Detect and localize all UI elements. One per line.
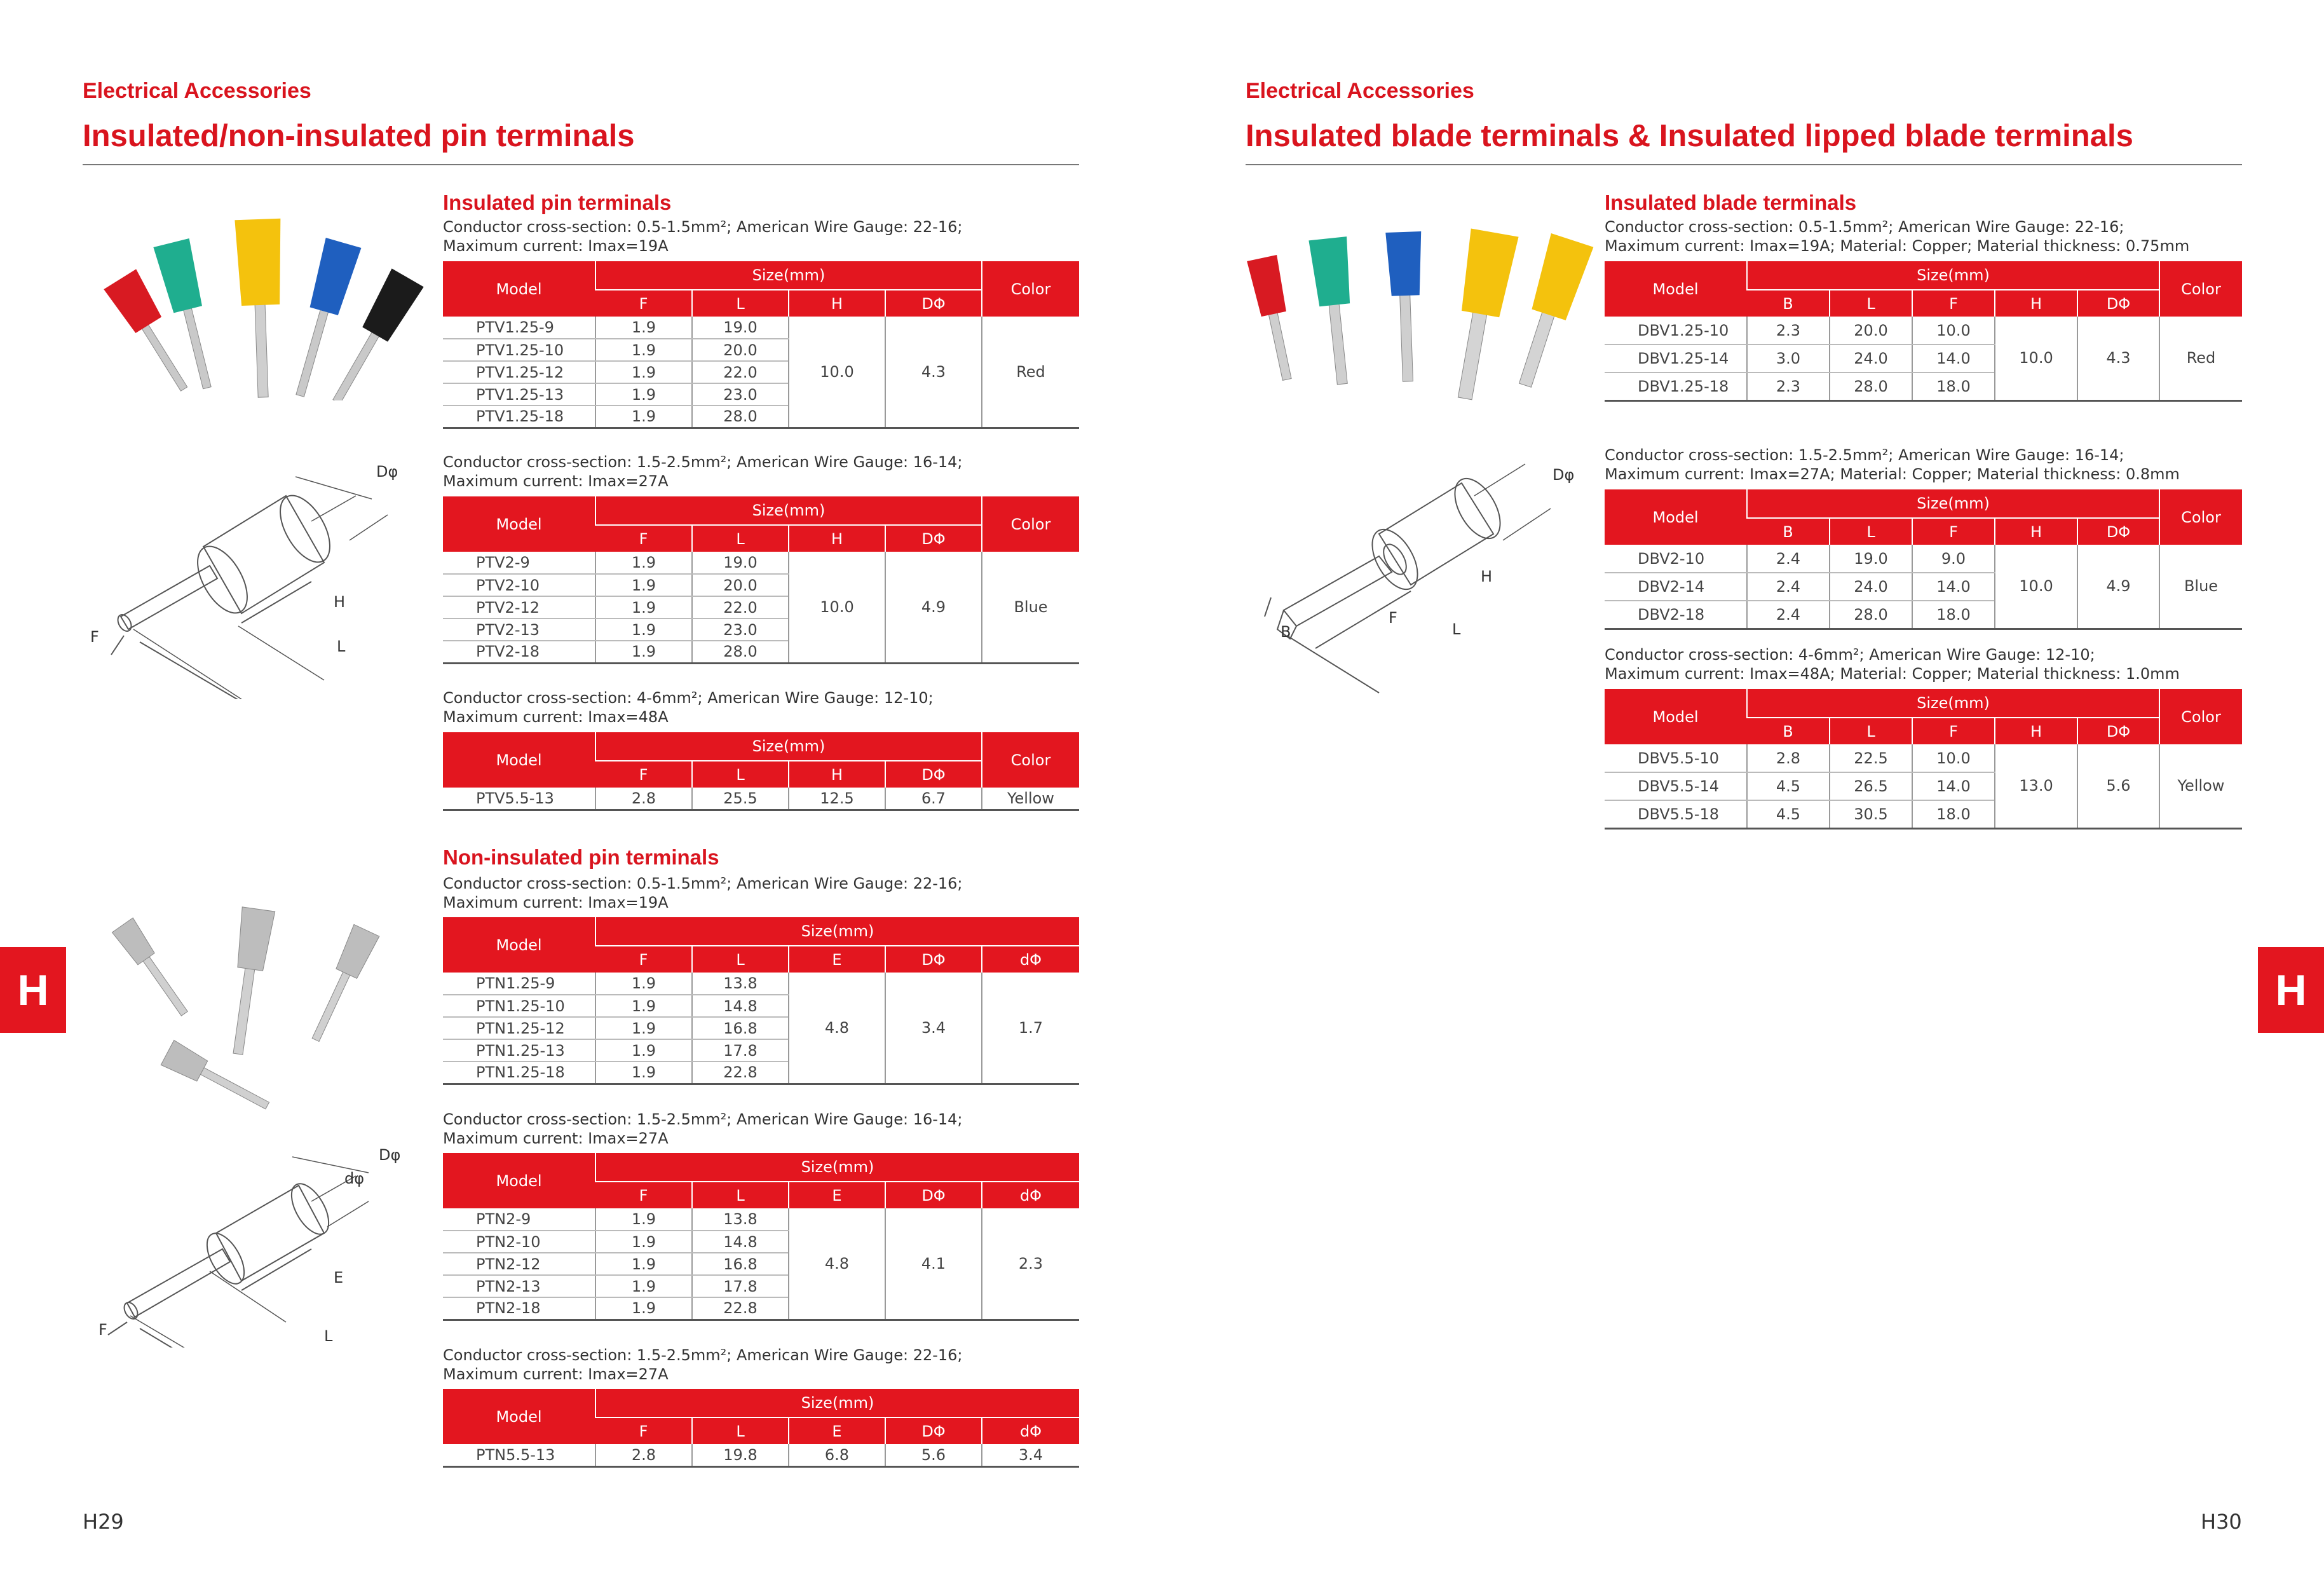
table-row: PTN1.25-18 1.9 22.8 <box>443 1062 1079 1084</box>
header-color: Color <box>982 732 1079 788</box>
noninsulated-pin-section-title: Non-insulated pin terminals <box>443 845 719 869</box>
table-row: PTN2-18 1.9 22.8 <box>443 1297 1079 1320</box>
header-model: Model <box>1605 689 1747 744</box>
table-row: PTN1.25-10 1.9 14.8 <box>443 995 1079 1017</box>
header-model: Model <box>443 732 595 788</box>
table-row: PTN2-10 1.9 14.8 <box>443 1231 1079 1253</box>
diagram1-l-label: L <box>337 638 346 655</box>
header-size: Size(mm) <box>1747 689 2159 718</box>
table-row: PTV1.25-13 1.9 23.0 <box>443 383 1079 406</box>
table-row: PTN1.25-13 1.9 17.8 <box>443 1039 1079 1062</box>
table-dbv2-description: Conductor cross-section: 1.5-2.5mm²; American Wire Gauge: 16-14; Maximum current: Imax=27A; Material: Copper; Material thickness: 0.8mm <box>1605 446 2180 483</box>
left-side-tab: H <box>0 947 66 1033</box>
left-category: Electrical Accessories <box>83 79 311 103</box>
table-ptn2: Model Size(mm) F L E DΦ dΦ PTN2-9 1.9 13.8 4.8 4.1 2.3 PTN2-10 1.9 14.8 PTN2-12 1.9 16.8 PTN2-13 1.9 17.8 PTN2-18 1.9 22.8 <box>443 1153 1079 1321</box>
header-model: Model <box>443 496 595 552</box>
insulated-pin-dimension-diagram <box>83 445 438 699</box>
diagram2-l-label: L <box>324 1327 333 1345</box>
table-ptn125-description: Conductor cross-section: 0.5-1.5mm²; American Wire Gauge: 22-16; Maximum current: Imax=19A <box>443 875 963 911</box>
diagram2-e-label: E <box>334 1269 344 1287</box>
table-ptv2: Model Size(mm) Color F L H DΦ PTV2-9 1.9 19.0 10.0 4.9 Blue PTV2-10 1.9 20.0 PTV2-12 1.9 22.0 PTV2-13 1.9 23.0 PTV2-18 1.9 28.0 <box>443 496 1079 664</box>
header-color: Color <box>2159 689 2242 744</box>
header-size: Size(mm) <box>595 1389 1079 1417</box>
left-title-divider <box>83 164 1079 165</box>
left-page-title: Insulated/non-insulated pin terminals <box>83 119 635 153</box>
header-model: Model <box>1605 489 1747 545</box>
insulated-pin-terminals-photo <box>76 203 445 400</box>
table-row: PTN2-13 1.9 17.8 <box>443 1275 1079 1297</box>
table-row: PTV5.5-13 2.8 25.5 12.5 6.7 Yellow <box>443 788 1079 810</box>
blade-diagram-b-label: B <box>1281 623 1291 641</box>
header-model: Model <box>1605 261 1747 317</box>
table-row: PTV1.25-12 1.9 22.0 <box>443 361 1079 383</box>
right-page-title: Insulated blade terminals & Insulated lipped blade terminals <box>1246 119 2133 153</box>
header-size: Size(mm) <box>1747 489 2159 518</box>
table-row: PTV1.25-10 1.9 20.0 <box>443 339 1079 361</box>
right-side-tab: H <box>2258 947 2324 1033</box>
table-row: PTN2-12 1.9 16.8 <box>443 1253 1079 1275</box>
header-color: Color <box>982 261 1079 317</box>
header-size: Size(mm) <box>595 1153 1079 1182</box>
right-category: Electrical Accessories <box>1246 79 1474 103</box>
header-model: Model <box>443 917 595 973</box>
table-row: PTV2-9 1.9 19.0 10.0 4.9 Blue <box>443 552 1079 574</box>
table-row: DBV2-14 2.4 24.0 14.0 <box>1605 573 2242 601</box>
table-row: DBV1.25-14 3.0 24.0 14.0 <box>1605 345 2242 372</box>
table-row: DBV5.5-18 4.5 30.5 18.0 <box>1605 800 2242 828</box>
header-size: Size(mm) <box>595 732 982 761</box>
table-ptn125: Model Size(mm) F L E DΦ dΦ PTN1.25-9 1.9 13.8 4.8 3.4 1.7 PTN1.25-10 1.9 14.8 PTN1.25-12 1.9 16.8 PTN1.25-13 1.9 17.8 PTN1.25-18 1.9 22.8 <box>443 917 1079 1085</box>
table-row: PTV2-13 1.9 23.0 <box>443 618 1079 641</box>
table-dbv125-description: Conductor cross-section: 0.5-1.5mm²; American Wire Gauge: 22-16; Maximum current: Imax=19A; Material: Copper; Material thickness: 0.75mm <box>1605 218 2190 255</box>
table-row: PTN1.25-12 1.9 16.8 <box>443 1017 1079 1039</box>
table-row: DBV1.25-18 2.3 28.0 18.0 <box>1605 372 2242 400</box>
table-ptn55-description: Conductor cross-section: 1.5-2.5mm²; American Wire Gauge: 22-16; Maximum current: Imax=27A <box>443 1346 963 1383</box>
insulated-blade-section-title: Insulated blade terminals <box>1605 191 1857 214</box>
header-model: Model <box>443 1389 595 1444</box>
right-page-number: H30 <box>2201 1510 2242 1534</box>
table-ptv2-description: Conductor cross-section: 1.5-2.5mm²; American Wire Gauge: 16-14; Maximum current: Imax=27A <box>443 453 963 490</box>
table-ptv125: Model Size(mm) Color F L H DΦ PTV1.25-9 1.9 19.0 10.0 4.3 Red PTV1.25-10 1.9 20.0 PTV1.25-12 1.9 22.0 PTV1.25-13 1.9 23.0 PTV1.25-18 1.9 28.0 <box>443 261 1079 429</box>
header-model: Model <box>443 1153 595 1208</box>
diagram1-f-label: F <box>90 628 99 646</box>
table-dbv55: Model Size(mm) Color B L F H DΦ DBV5.5-10 2.8 22.5 10.0 13.0 5.6 Yellow DBV5.5-14 4.5 26.5 14.0 DBV5.5-18 4.5 30.5 18.0 <box>1605 689 2242 829</box>
table-row: PTV1.25-18 1.9 28.0 <box>443 406 1079 428</box>
header-size: Size(mm) <box>595 496 982 525</box>
insulated-blade-dimension-diagram <box>1246 439 1601 706</box>
table-row: PTV1.25-9 1.9 19.0 10.0 4.3 Red <box>443 317 1079 339</box>
blade-diagram-f-label: F <box>1389 609 1397 627</box>
header-size: Size(mm) <box>595 261 982 290</box>
header-size: Size(mm) <box>1747 261 2159 290</box>
table-dbv2: Model Size(mm) Color B L F H DΦ DBV2-10 2.4 19.0 9.0 10.0 4.9 Blue DBV2-14 2.4 24.0 14.0 DBV2-18 2.4 28.0 18.0 <box>1605 489 2242 630</box>
diagram1-d-label: Dφ <box>376 463 398 481</box>
diagram1-h-label: H <box>334 593 346 611</box>
table-ptv55-description: Conductor cross-section: 4-6mm²; American Wire Gauge: 12-10; Maximum current: Imax=48A <box>443 689 934 726</box>
table-row: PTV2-10 1.9 20.0 <box>443 574 1079 596</box>
table-row: PTN1.25-9 1.9 13.8 4.8 3.4 1.7 <box>443 973 1079 995</box>
insulated-pin-section-title: Insulated pin terminals <box>443 191 672 214</box>
table-row: DBV2-18 2.4 28.0 18.0 <box>1605 601 2242 629</box>
table-row: PTN5.5-13 2.8 19.8 6.8 5.6 3.4 <box>443 1444 1079 1466</box>
table-row: DBV5.5-10 2.8 22.5 10.0 13.0 5.6 Yellow <box>1605 744 2242 772</box>
blade-diagram-h-label: H <box>1481 568 1493 585</box>
table-row: PTN2-9 1.9 13.8 4.8 4.1 2.3 <box>443 1208 1079 1231</box>
table-ptv55: Model Size(mm) Color F L H DΦ PTV5.5-13 2.8 25.5 12.5 6.7 Yellow <box>443 732 1079 811</box>
table-ptn2-description: Conductor cross-section: 1.5-2.5mm²; American Wire Gauge: 16-14; Maximum current: Imax=27A <box>443 1110 963 1147</box>
blade-diagram-l-label: L <box>1452 620 1461 638</box>
table-row: DBV1.25-10 2.3 20.0 10.0 10.0 4.3 Red <box>1605 317 2242 345</box>
table-dbv125: Model Size(mm) Color B L F H DΦ DBV1.25-10 2.3 20.0 10.0 10.0 4.3 Red DBV1.25-14 3.0 24.0 14.0 DBV1.25-18 2.3 28.0 18.0 <box>1605 261 2242 402</box>
header-size: Size(mm) <box>595 917 1079 946</box>
diagram2-d-label: Dφ <box>379 1146 401 1164</box>
diagram2-dd-label: dφ <box>344 1170 365 1187</box>
header-color: Color <box>2159 489 2242 545</box>
table-ptv125-description: Conductor cross-section: 0.5-1.5mm²; American Wire Gauge: 22-16; Maximum current: Imax=19A <box>443 218 963 255</box>
diagram2-f-label: F <box>99 1321 107 1339</box>
header-model: Model <box>443 261 595 317</box>
blade-diagram-d-label: Dφ <box>1553 466 1575 484</box>
header-color: Color <box>2159 261 2242 317</box>
noninsulated-pin-terminals-photo <box>83 871 438 1138</box>
table-row: DBV5.5-14 4.5 26.5 14.0 <box>1605 772 2242 800</box>
left-page-number: H29 <box>83 1510 124 1534</box>
table-row: DBV2-10 2.4 19.0 9.0 10.0 4.9 Blue <box>1605 545 2242 573</box>
table-dbv55-description: Conductor cross-section: 4-6mm²; American Wire Gauge: 12-10; Maximum current: Imax=48A; Material: Copper; Material thickness: 1.0mm <box>1605 646 2180 683</box>
table-row: PTV2-12 1.9 22.0 <box>443 596 1079 618</box>
noninsulated-pin-dimension-diagram <box>83 1138 438 1348</box>
table-ptn55: Model Size(mm) F L E DΦ dΦ PTN5.5-13 2.8 19.8 6.8 5.6 3.4 <box>443 1389 1079 1468</box>
table-row: PTV2-18 1.9 28.0 <box>443 641 1079 663</box>
insulated-blade-terminals-photo <box>1239 216 1608 400</box>
header-color: Color <box>982 496 1079 552</box>
right-title-divider <box>1246 164 2242 165</box>
